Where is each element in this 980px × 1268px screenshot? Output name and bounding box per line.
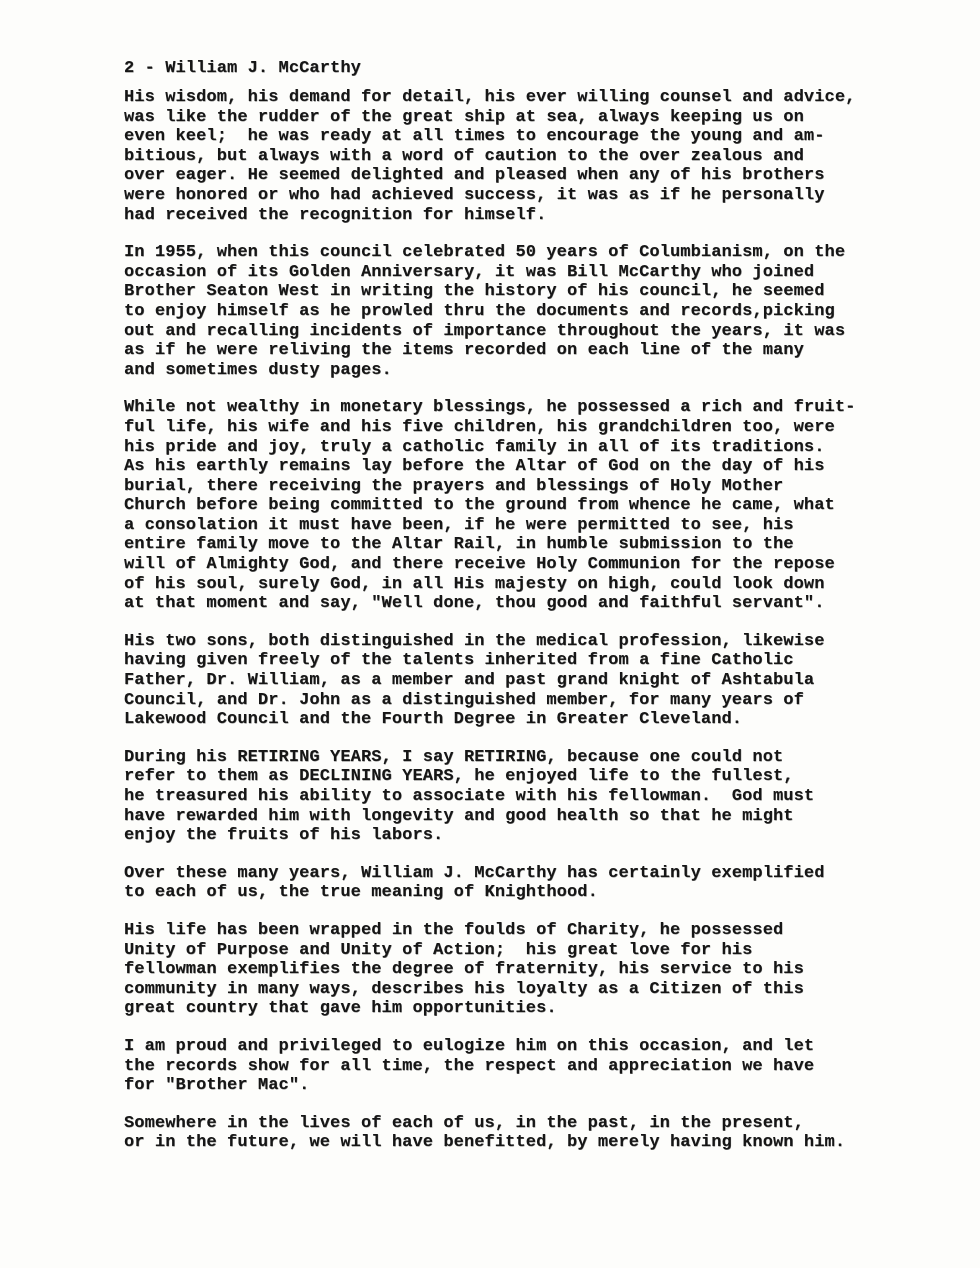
text-line: will of Almighty God, and there receive Holy Communion for the repose xyxy=(124,555,835,575)
text-line: enjoy the fruits of his labors. xyxy=(124,826,444,846)
text-line: even keel; he was ready at all times to encourage the young and am- xyxy=(124,127,825,147)
document-body xyxy=(124,88,944,1153)
text-line: had received the recognition for himself. xyxy=(124,205,547,225)
paragraph xyxy=(124,632,944,730)
text-line: ful life, his wife and his five children, his grandchildren too, were xyxy=(124,417,835,437)
text-line: and sometimes dusty pages. xyxy=(124,360,392,380)
text-line: While not wealthy in monetary blessings, he possessed a rich and fruit- xyxy=(124,398,856,418)
text-line: In 1955, when this council celebrated 50 years of Columbianism, on the xyxy=(124,243,846,263)
text-line: out and recalling incidents of importance throughout the years, it was xyxy=(124,321,846,341)
paragraph xyxy=(124,243,944,380)
text-line: As his earthly remains lay before the Altar of God on the day of his xyxy=(124,457,825,477)
text-line: His life has been wrapped in the foulds of Charity, he possessed xyxy=(124,920,784,940)
text-line: have rewarded him with longevity and good health so that he might xyxy=(124,806,794,826)
text-line: During his RETIRING YEARS, I say RETIRING, because one could not xyxy=(124,747,784,767)
paragraph xyxy=(124,1037,944,1096)
paragraph xyxy=(124,748,944,846)
text-line: Council, and Dr. John as a distinguished member, for many years of xyxy=(124,690,804,710)
text-line: refer to them as DECLINING YEARS, he enjoyed life to the fullest, xyxy=(124,767,794,787)
typewritten-text xyxy=(124,56,944,1171)
text-line: as if he were reliving the items recorded on each line of the many xyxy=(124,341,804,361)
text-line: a consolation it must have been, if he were permitted to see, his xyxy=(124,515,794,535)
text-line: entire family move to the Altar Rail, in humble submission to the xyxy=(124,535,794,555)
text-line: was like the rudder of the great ship at sea, always keeping us on xyxy=(124,107,804,127)
text-line: to each of us, the true meaning of Knighthood. xyxy=(124,883,598,903)
text-line: the records show for all time, the respect and appreciation we have xyxy=(124,1056,815,1076)
paragraph xyxy=(124,88,944,225)
text-line: occasion of its Golden Anniversary, it was Bill McCarthy who joined xyxy=(124,262,815,282)
text-line: Somewhere in the lives of each of us, in the past, in the present, xyxy=(124,1113,804,1133)
paragraph xyxy=(124,398,944,614)
text-line: great country that gave him opportunities. xyxy=(124,999,557,1019)
text-line: Church before being committed to the ground from whence he came, what xyxy=(124,496,835,516)
text-line: His two sons, both distinguished in the medical profession, likewise xyxy=(124,631,825,651)
paragraph xyxy=(124,921,944,1019)
text-line: His wisdom, his demand for detail, his ever willing counsel and advice, xyxy=(124,88,856,107)
text-line: at that moment and say, "Well done, thou good and faithful servant". xyxy=(124,594,825,614)
text-line: for "Brother Mac". xyxy=(124,1076,310,1096)
page-header: 2 - William J. McCarthy xyxy=(124,59,361,78)
text-line: I am proud and privileged to eulogize him on this occasion, and let xyxy=(124,1036,815,1056)
text-line: to enjoy himself as he prowled thru the documents and records,picking xyxy=(124,301,835,321)
text-line: he treasured his ability to associate with his fellowman. God must xyxy=(124,787,815,806)
text-line: bitious, but always with a word of caution to the over zealous and xyxy=(124,146,804,166)
text-line: burial, there receiving the prayers and blessings of Holy Mother xyxy=(124,476,784,496)
text-line: community in many ways, describes his loyalty as a Citizen of this xyxy=(124,979,804,999)
paragraph xyxy=(124,1114,944,1153)
text-line: over eager. He seemed delighted and pleased when any of his brothers xyxy=(124,166,825,186)
text-line: Unity of Purpose and Unity of Action; his great love for his xyxy=(124,940,753,960)
text-line: his pride and joy, truly a catholic family in all of its traditions. xyxy=(124,437,825,457)
text-line: Father, Dr. William, as a member and past grand knight of Ashtabula xyxy=(124,671,815,691)
text-line: fellowman exemplifies the degree of fraternity, his service to his xyxy=(124,960,804,980)
text-line: Over these many years, William J. McCarthy has certainly exemplified xyxy=(124,863,825,883)
text-line: Brother Seaton West in writing the history of his council, he seemed xyxy=(124,282,825,302)
text-line: Lakewood Council and the Fourth Degree in Greater Cleveland. xyxy=(124,710,743,730)
text-line: or in the future, we will have benefitted, by merely having known him. xyxy=(124,1133,846,1153)
text-line: were honored or who had achieved success, it was as if he personally xyxy=(124,185,825,205)
text-line: having given freely of the talents inherited from a fine Catholic xyxy=(124,651,794,671)
paragraph xyxy=(124,864,944,903)
text-line: of his soul, surely God, in all His majesty on high, could look down xyxy=(124,574,825,594)
